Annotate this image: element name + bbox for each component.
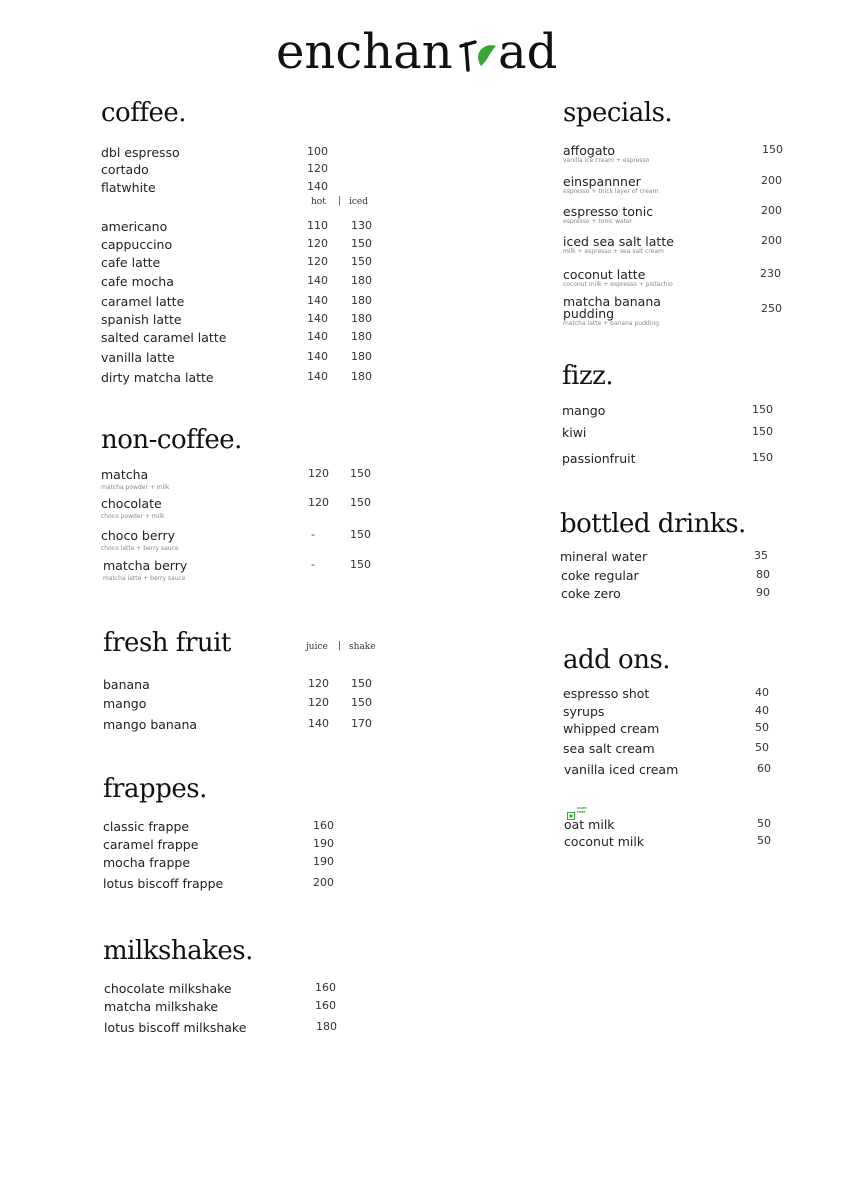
item-name: passionfruit [562, 451, 636, 466]
item-price: 40 [755, 686, 769, 699]
item-desc: vanilla ice cream + espresso [563, 157, 650, 164]
item-price: 50 [757, 817, 771, 830]
item-desc: matcha latte + berry sauce [103, 575, 186, 582]
item-name: salted caramel latte [101, 330, 227, 345]
item-name: cortado [101, 162, 149, 177]
item-price: 250 [761, 302, 782, 315]
price-shake: 170 [351, 717, 372, 730]
item-name: coke zero [561, 586, 621, 601]
item-name: dirty matcha latte [101, 370, 214, 385]
item-name: espresso tonic [563, 204, 654, 219]
item-desc: milk + espresso + sea salt cream [563, 248, 664, 255]
price-juice: 140 [308, 717, 329, 730]
svg-text:ad: ad [498, 24, 558, 78]
item-price: 180 [316, 1020, 337, 1033]
addons-heading: add ons. [563, 645, 671, 675]
item-name: spanish latte [101, 312, 182, 327]
dairy-free-badge [567, 806, 591, 815]
item-name: mango [562, 403, 606, 418]
item-name: kiwi [562, 425, 587, 440]
price-hot: 120 [307, 237, 328, 250]
item-price: - [311, 528, 315, 541]
price-shake: 150 [351, 696, 372, 709]
item-name: mineral water [560, 549, 648, 564]
item-price: 190 [313, 837, 334, 850]
price-hot: 110 [307, 219, 328, 232]
item-desc: choco latte + berry sauce [101, 545, 179, 552]
specials-heading: specials. [563, 98, 673, 128]
price-iced: 180 [351, 330, 372, 343]
item-name: chocolate milkshake [104, 981, 232, 996]
bottled-heading: bottled drinks. [560, 509, 746, 539]
brand-logo [276, 22, 576, 78]
item-price: 35 [754, 549, 768, 562]
item-name: vanilla iced cream [564, 762, 679, 777]
price-hot: 140 [307, 370, 328, 383]
price-iced: 150 [351, 237, 372, 250]
item-desc: coconut milk + espresso + pistachio [563, 281, 673, 288]
item-price: 50 [755, 741, 769, 754]
item-name: coconut latte [563, 267, 646, 282]
coffee-heading: coffee. [101, 98, 186, 128]
item-price: 140 [307, 180, 328, 193]
item-price: 120 [307, 162, 328, 175]
price-iced: 180 [351, 294, 372, 307]
price-iced: 180 [351, 350, 372, 363]
item-name: cafe mocha [101, 274, 174, 289]
fruit-col-shake: shake [349, 642, 376, 652]
item-price: 160 [313, 819, 334, 832]
frappes-heading: frappes. [103, 774, 207, 804]
item-price: 150 [762, 143, 783, 156]
item-name: cafe latte [101, 255, 161, 270]
price-hot: 120 [307, 255, 328, 268]
item-price: 80 [756, 568, 770, 581]
item-price: 230 [760, 267, 781, 280]
item-price: 150 [752, 451, 773, 464]
milkshakes-heading: milkshakes. [103, 936, 253, 966]
dairy-free-label: DAIRY FREE [577, 806, 588, 814]
item-name: einspannner [563, 174, 641, 189]
price-shake: 150 [351, 677, 372, 690]
item-name: matcha banana [563, 294, 661, 309]
item-desc: matcha latte + banana pudding [563, 320, 659, 327]
item-price: 150 [350, 496, 371, 509]
item-name: vanilla latte [101, 350, 175, 365]
price-hot: 140 [307, 312, 328, 325]
price-iced: 180 [351, 274, 372, 287]
item-name-line2: pudding [563, 306, 615, 321]
item-price: 200 [761, 174, 782, 187]
noncoffee-heading: non-coffee. [101, 425, 242, 455]
item-price: 160 [315, 981, 336, 994]
item-price: 50 [757, 834, 771, 847]
item-name: lotus biscoff frappe [103, 876, 224, 891]
item-price: 150 [350, 528, 371, 541]
item-price: - [311, 558, 315, 571]
coffee-col-sep: | [338, 196, 342, 206]
item-price: 90 [756, 586, 770, 599]
item-name: matcha milkshake [104, 999, 219, 1014]
price-iced: 180 [351, 370, 372, 383]
logo-wordmark [276, 22, 576, 78]
item-price: 190 [313, 855, 334, 868]
item-desc: espresso + tonic water [563, 218, 633, 225]
item-price: 160 [315, 999, 336, 1012]
item-name: mocha frappe [103, 855, 191, 870]
coffee-col-hot: hot [311, 197, 326, 207]
price-hot: 140 [307, 350, 328, 363]
item-price: 40 [755, 704, 769, 717]
leaf-icon [478, 45, 496, 66]
price-hot: 140 [307, 274, 328, 287]
item-name: mango [103, 696, 147, 711]
svg-text:enchan: enchan [276, 24, 453, 78]
fizz-heading: fizz. [562, 361, 614, 391]
item-name: syrups [563, 704, 605, 719]
item-name: sea salt cream [563, 741, 655, 756]
item-price: 150 [350, 558, 371, 571]
item-name: choco berry [101, 528, 176, 543]
item-name: coconut milk [564, 834, 645, 849]
item-price: 200 [761, 204, 782, 217]
item-name: matcha berry [103, 558, 188, 573]
item-name: flatwhite [101, 180, 156, 195]
item-price: 200 [761, 234, 782, 247]
item-price: 100 [307, 145, 328, 158]
item-name: caramel frappe [103, 837, 199, 852]
coffee-col-iced: iced [349, 197, 369, 207]
item-desc: matcha powder + milk [101, 484, 170, 491]
item-name: matcha [101, 467, 149, 482]
price-iced: 180 [351, 312, 372, 325]
item-name: whipped cream [563, 721, 660, 736]
item-name: iced sea salt latte [563, 234, 674, 249]
item-price: 120 [308, 467, 329, 480]
price-hot: 140 [307, 330, 328, 343]
item-name: oat milk [564, 817, 615, 832]
fruit-heading: fresh fruit [103, 628, 231, 658]
item-name: caramel latte [101, 294, 185, 309]
item-price: 150 [350, 467, 371, 480]
item-name: lotus biscoff milkshake [104, 1020, 247, 1035]
item-name: banana [103, 677, 150, 692]
item-name: coke regular [561, 568, 639, 583]
price-juice: 120 [308, 696, 329, 709]
item-price: 200 [313, 876, 334, 889]
item-name: affogato [563, 143, 616, 158]
item-name: mango banana [103, 717, 198, 732]
item-price: 150 [752, 425, 773, 438]
fruit-col-sep: | [338, 641, 342, 651]
price-juice: 120 [308, 677, 329, 690]
item-name: dbl espresso [101, 145, 180, 160]
item-name: classic frappe [103, 819, 190, 834]
item-name: cappuccino [101, 237, 173, 252]
item-name: chocolate [101, 496, 162, 511]
item-desc: choco powder + milk [101, 513, 165, 520]
price-hot: 140 [307, 294, 328, 307]
price-iced: 130 [351, 219, 372, 232]
item-price: 120 [308, 496, 329, 509]
item-name: americano [101, 219, 168, 234]
item-price: 50 [755, 721, 769, 734]
item-desc: espresso + thick layer of cream [563, 188, 659, 195]
fruit-col-juice: juice [306, 642, 328, 652]
price-iced: 150 [351, 255, 372, 268]
item-price: 60 [757, 762, 771, 775]
item-name: espresso shot [563, 686, 650, 701]
item-price: 150 [752, 403, 773, 416]
